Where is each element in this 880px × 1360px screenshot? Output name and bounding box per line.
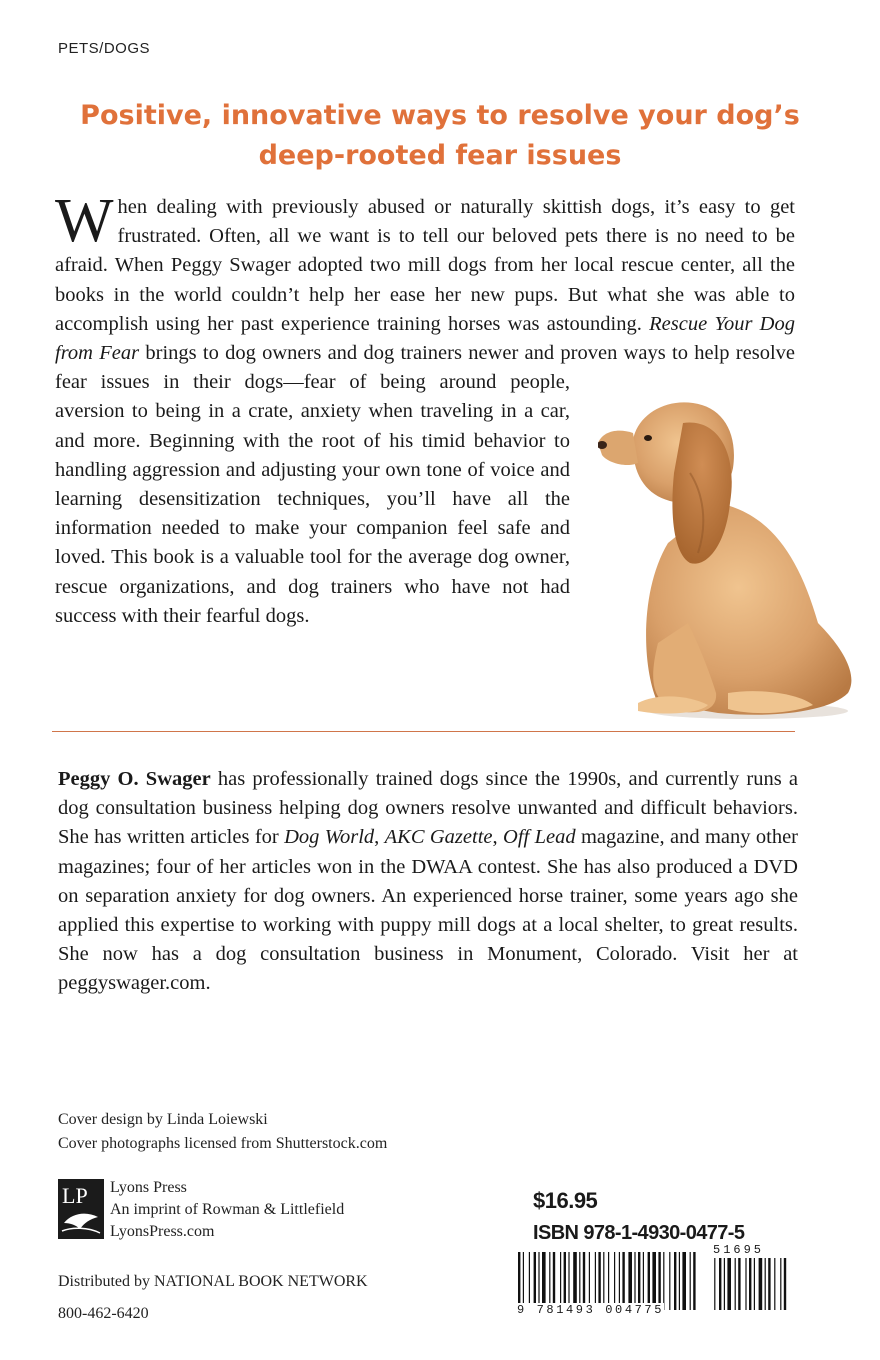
- publisher-block: [58, 1177, 458, 1241]
- addon-barcode-bar: [780, 1258, 781, 1310]
- magazine-off-lead: Off Lead: [503, 826, 576, 849]
- description-part-2: brings to dog owners and dog trainers newer and proven ways to help resolve fear issues in their dogs—fear of being around people, aversion to being in a crate, anxiety when traveling in a car, and more. Beginning with the root of his timid behavior to handling aggression and adjusting your own tone of voice and learning desensitization techniques, you’ll have all the information needed to make your companion feel safe and loved. This book is a valuable tool for the average dog owner, rescue organizations, and dog trainers who have not had success with their fearful dogs.: [55, 342, 795, 627]
- price: $16.95: [533, 1188, 598, 1213]
- barcode-bar: [579, 1252, 580, 1310]
- addon-barcode-bar: [754, 1258, 755, 1310]
- barcode-bar: [560, 1252, 561, 1310]
- author-bio: [58, 765, 798, 999]
- barcode-bar: [553, 1252, 555, 1310]
- barcode-bar: [573, 1252, 577, 1310]
- publisher-name: Lyons Press: [110, 1179, 187, 1196]
- drop-cap: W: [55, 187, 114, 255]
- barcode-bar: [583, 1252, 585, 1310]
- barcode-bar: [619, 1252, 620, 1310]
- addon-barcode-bar: [735, 1258, 736, 1310]
- author-name: Peggy O. Swager: [58, 768, 211, 790]
- cover-photo-credit: Cover photographs licensed from Shutterstock.com: [58, 1135, 388, 1152]
- barcode-bar: [679, 1252, 680, 1310]
- addon-barcode-bar: [714, 1258, 715, 1310]
- barcode-bar: [622, 1252, 624, 1310]
- barcode-bar: [529, 1252, 530, 1310]
- addon-barcode-bar: [745, 1258, 746, 1310]
- addon-barcode-bar: [765, 1258, 766, 1310]
- barcode-bar: [568, 1252, 569, 1310]
- addon-barcode-bar: [738, 1258, 740, 1310]
- addon-barcode-bar: [727, 1258, 731, 1310]
- category-label: PETS/DOGS: [58, 40, 151, 57]
- barcode-bar: [674, 1252, 676, 1310]
- headline-line-2: deep-rooted fear issues: [258, 140, 622, 171]
- bio-separator: ,: [374, 826, 385, 849]
- headline-line-1: Positive, innovative ways to resolve your dog’s: [80, 100, 800, 131]
- magazine-dog-world: Dog World: [284, 826, 375, 849]
- addon-barcode-bar: [724, 1258, 725, 1310]
- distributor: Distributed by NATIONAL BOOK NETWORK: [58, 1273, 368, 1290]
- book-title: Rescue Your Dog from Fear: [55, 312, 795, 365]
- addon-barcode-bar: [719, 1258, 721, 1310]
- barcode-bar: [564, 1252, 566, 1310]
- barcode-bar: [634, 1252, 635, 1310]
- publisher-text: [110, 1177, 344, 1243]
- addon-barcode-bar: [749, 1258, 751, 1310]
- barcode-bar: [638, 1252, 640, 1310]
- barcode-bar: [538, 1252, 539, 1310]
- distribution-info: [58, 1266, 368, 1330]
- section-divider: [52, 731, 795, 732]
- barcode-bar: [589, 1252, 590, 1310]
- barcode-bar: [542, 1252, 546, 1310]
- barcode-digits: 9 781493 004775: [517, 1303, 665, 1317]
- magazine-akc-gazette: AKC Gazette: [384, 826, 493, 849]
- cover-credits: [58, 1108, 387, 1156]
- barcode-bar: [690, 1252, 691, 1310]
- barcode-bar: [608, 1252, 609, 1310]
- barcode-bar: [549, 1252, 550, 1310]
- barcode-bar: [669, 1252, 670, 1310]
- barcode-bar: [603, 1252, 604, 1310]
- barcode-bar: [518, 1252, 520, 1310]
- lyons-press-logo: [58, 1179, 104, 1239]
- logo-letters: LP: [62, 1183, 88, 1208]
- barcode-bar: [693, 1252, 695, 1310]
- barcode-bar: [652, 1252, 656, 1310]
- addon-barcode-bar: [774, 1258, 775, 1310]
- bio-part-2: magazine, and many other magazines; four of her articles won in the DWAA contest. She has also produced a DVD on separation anxiety for dog owners. An experienced horse trainer, some years ago she applied this expertise to working with puppy mill dogs at a local shelter, to great results. She now has a dog consultation business in Monument, Colorado. Visit her at peggyswager.com.: [58, 826, 799, 995]
- publisher-imprint: An imprint of Rowman & Littlefield: [110, 1201, 345, 1218]
- bio-separator: ,: [492, 826, 504, 849]
- barcode-addon-digits: 51695: [713, 1243, 765, 1257]
- addon-barcode-bar: [759, 1258, 763, 1310]
- bio-part-1: has professionally trained dogs since the 1990s, and currently runs a dog consultation business helping dog owners resolve unwanted and difficult behaviors. She has written articles for: [58, 768, 798, 849]
- barcode-bar: [628, 1252, 632, 1310]
- barcode-bar: [682, 1252, 686, 1310]
- cocker-spaniel-photo: [598, 393, 860, 723]
- barcode-bar: [648, 1252, 650, 1310]
- description-part-1: hen dealing with previously abused or naturally skittish dogs, it’s easy to get frustrated. Often, all we want is to tell our beloved pets there is no need to be afraid. When Peggy Swager adopted two mill dogs from her local rescue center, all the books in the world couldn’t help her ease her new pups. But what she was able to accomplish using her past experience training horses was astounding.: [55, 196, 795, 335]
- addon-barcode-bar: [768, 1258, 770, 1310]
- isbn: ISBN 978-1-4930-0477-5: [533, 1222, 745, 1244]
- barcode-bar: [663, 1252, 664, 1310]
- barcode-bar: [534, 1252, 536, 1310]
- headline: [40, 96, 840, 176]
- cover-design-credit: Cover design by Linda Loiewski: [58, 1111, 268, 1128]
- barcode-bar: [614, 1252, 615, 1310]
- publisher-website: LyonsPress.com: [110, 1223, 215, 1240]
- barcode-bar: [595, 1252, 596, 1310]
- barcode-bar: [658, 1252, 660, 1310]
- phone-number: 800-462-6420: [58, 1305, 149, 1322]
- barcode-bar: [523, 1252, 524, 1310]
- addon-barcode-bar: [784, 1258, 786, 1310]
- barcode-bar: [598, 1252, 600, 1310]
- barcode-bar: [643, 1252, 644, 1310]
